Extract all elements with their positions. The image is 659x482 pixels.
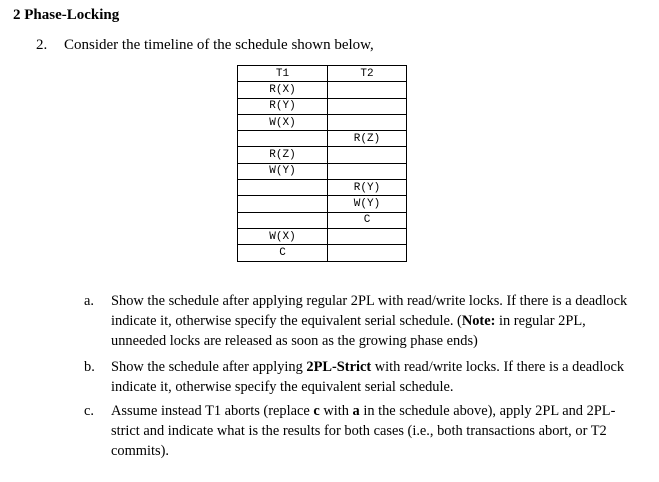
table-row — [238, 212, 407, 228]
table-row — [238, 147, 407, 163]
operation-cell: C — [238, 245, 328, 261]
table-row — [238, 180, 407, 196]
schedule-table — [237, 65, 407, 262]
operation-cell — [328, 163, 407, 179]
subquestion-label: c. — [84, 403, 94, 419]
column-header-t2: T2 — [328, 66, 407, 82]
subquestion-text: Show the schedule after applying regular 2PL with read/write locks. If there is a deadlock indicate it, otherwise specify the equivalent serial schedule. (Note: in regular 2PL, unneeded locks are released as soon as the growing phase ends) — [111, 293, 628, 349]
table-row — [238, 163, 407, 179]
section-title: 2 Phase-Locking — [13, 7, 120, 23]
operation-cell — [328, 98, 407, 114]
subquestion-label: a. — [84, 293, 94, 309]
operation-cell: R(Y) — [328, 180, 407, 196]
table-row — [238, 114, 407, 130]
operation-cell: C — [328, 212, 407, 228]
question-2 — [36, 37, 374, 54]
table-row — [238, 245, 407, 261]
table-header-row — [238, 66, 407, 82]
operation-cell — [238, 180, 328, 196]
operation-cell: W(X) — [238, 114, 328, 130]
subquestion-c — [84, 401, 644, 461]
operation-cell — [328, 245, 407, 261]
operation-cell — [328, 147, 407, 163]
operation-cell: R(Z) — [328, 131, 407, 147]
subquestion-b — [84, 357, 644, 397]
operation-cell: W(Y) — [328, 196, 407, 212]
operation-cell — [328, 82, 407, 98]
question-number: 2. — [36, 37, 48, 53]
operation-cell — [238, 131, 328, 147]
operation-cell: R(Z) — [238, 147, 328, 163]
table-row — [238, 196, 407, 212]
operation-cell: R(Y) — [238, 98, 328, 114]
operation-cell: W(Y) — [238, 163, 328, 179]
operation-cell: W(X) — [238, 228, 328, 244]
table-row — [238, 82, 407, 98]
operation-cell: R(X) — [238, 82, 328, 98]
subquestion-a — [84, 291, 644, 351]
operation-cell — [238, 212, 328, 228]
table-row — [238, 131, 407, 147]
table-row — [238, 228, 407, 244]
operation-cell — [328, 114, 407, 130]
operation-cell — [328, 228, 407, 244]
table-row — [238, 98, 407, 114]
subquestion-text: Show the schedule after applying 2PL-Strict with read/write locks. If there is a deadlock indicate it, otherwise specify the equivalent serial schedule. — [111, 359, 625, 395]
column-header-t1: T1 — [238, 66, 328, 82]
subquestion-label: b. — [84, 359, 95, 375]
operation-cell — [238, 196, 328, 212]
question-text: Consider the timeline of the schedule shown below, — [64, 37, 374, 53]
subquestion-text: Assume instead T1 aborts (replace c with a in the schedule above), apply 2PL and 2PL-strict and indicate what is the results for both cases (i.e., both transactions abort, or T2 commits). — [111, 403, 616, 459]
